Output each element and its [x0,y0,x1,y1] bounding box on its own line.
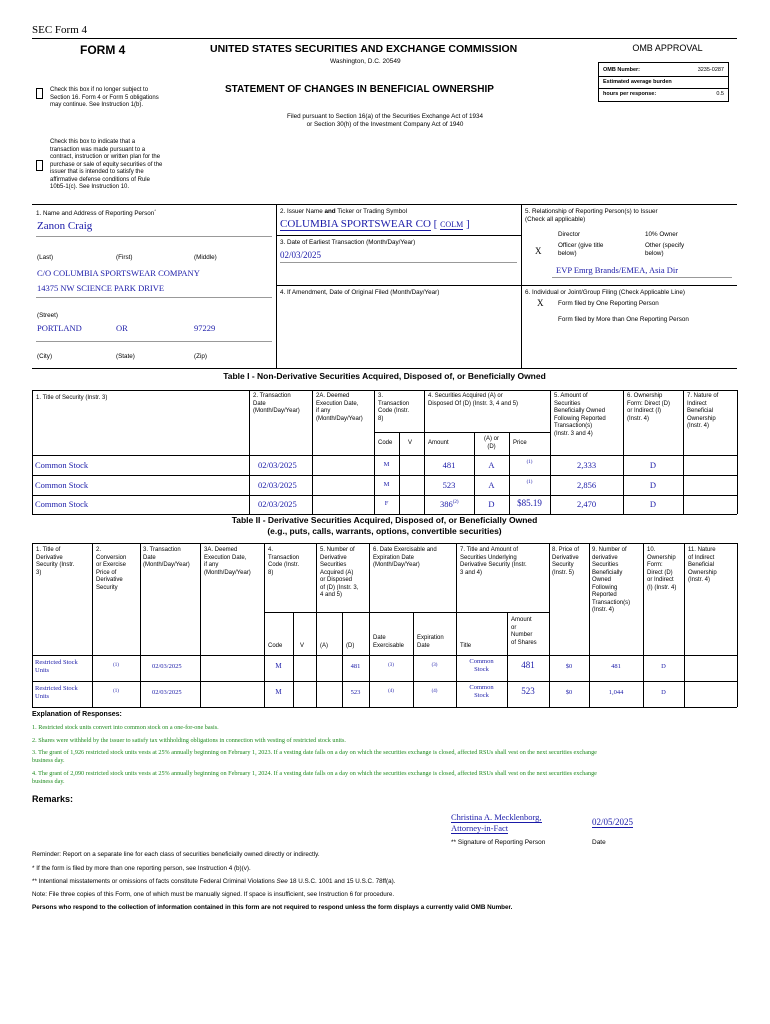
first-label: (First) [116,254,133,261]
filed-by-one-label: Form filed by One Reporting Person [558,300,659,307]
address-line-2: 14375 NW SCIENCE PARK DRIVE [37,283,165,293]
reminder: Reminder: Report on a separate line for each class of securities beneficially owned directly or indirectly. [32,851,320,858]
t2-r1-d: 481 [350,663,361,670]
zip: 97229 [194,323,216,333]
form-title: FORM 4 [80,43,126,57]
file-note: Note: File three copies of this Form, one of which must be manually signed. If space is insufficient, see Instruction 6 for procedure. [32,891,395,898]
t2-h4: 4. Transaction Code (Instr. 8) [268,547,300,576]
t1-h4: 4. Securities Acquired (A) or Disposed Of (D) (Instr. 3, 4 and 5) [428,393,519,407]
rule-10b5-1-checkbox[interactable] [36,160,43,171]
signature-label: ** Signature of Reporting Person [451,839,546,846]
filed-by-more-label: Form filed by More than One Reporting Person [558,316,689,323]
t2-h10: 10. Ownership Form: Direct (D) or Indirect (I) (Instr. 4) [647,547,677,591]
t2-r2-code: M [275,688,282,696]
t2-h3a: 3A. Deemed Execution Date, if any (Month/Day/Year) [204,547,251,576]
footnote-3: 3. The grant of 1,926 restricted stock units vests at 25% annually beginning on February 1, 2023. If a vesting date falls on a day on which the securities exchange is closed, affected RSUs shall vest on the next securities exchange business day. [32,749,597,764]
page-label: SEC Form 4 [32,24,88,36]
t2-sub-title: Title [460,643,472,649]
t2-r1-exp: (3) [431,663,438,668]
date-label: Date [592,839,606,846]
omb-title: OMB APPROVAL [632,43,703,53]
omb-table [598,62,729,102]
more-than-one-note: * If the form is filed by more than one reporting person, see Instruction 4 (b)(v). [32,865,251,872]
t1-sub-price: Price [513,440,527,446]
t1-sub-amount: Amount [428,440,449,446]
t1-r3-title: Common Stock [35,499,89,509]
t2-sub-v: V [300,643,305,649]
t2-r2-form: D [661,689,666,696]
t1-r3-ad: D [488,499,495,509]
box4-label: 4. If Amendment, Date of Original Filed (Month/Day/Year) [280,289,440,296]
signature-name: Christina A. Mecklenborg, Attorney-in-Fact [451,812,542,834]
ten-percent-owner-label: 10% Owner [645,231,678,238]
footnote-2: 2. Shares were withheld by the issuer to satisfy tax withholding obligations in connection with vesting of restricted stock units. [32,737,346,744]
omb-hours-value: 0.5 [716,91,724,97]
t1-h1: 1. Title of Security (Instr. 3) [36,395,108,401]
t2-h11: 11. Nature of Indirect Beneficial Ownership (Instr. 4) [688,547,717,583]
other-label: Other (specify below) [645,242,685,257]
street-label: (Street) [37,312,58,319]
state: OR [116,323,128,333]
t2-r2-price: $0 [565,689,573,696]
t1-r2-form: D [649,480,657,490]
t1-r3-form: D [649,499,657,509]
t1-r1-title: Common Stock [35,460,89,470]
t2-r2-conv: (1) [113,689,119,694]
last-label: (Last) [37,254,54,261]
t1-r1-form: D [649,460,657,470]
middle-label: (Middle) [194,254,217,261]
statement-title: STATEMENT OF CHANGES IN BENEFICIAL OWNERSHIP [225,84,494,95]
omb-burden-label: Estimated average burden [603,79,672,85]
t2-h8: 8. Price of Derivative Security (Instr. 5) [552,547,580,576]
table1-title: Table I - Non-Derivative Securities Acquired, Disposed of, or Beneficially Owned [223,371,546,381]
rule-10b5-1-text: Check this box to indicate that a transaction was made pursuant to a contract, instruction or written plan for the purchase or sale of equity securities of the issuer that is intended to satisfy the affirmative defense conditions of Rule 10b5-1(c). See Instruction 10. [50,139,163,190]
t1-r1-date: 02/03/2025 [258,460,297,470]
remarks-title: Remarks: [32,794,74,804]
t1-r2-owned: 2,856 [576,480,597,490]
omb-hours-label: hours per response: [603,91,657,97]
officer-title: EVP Emrg Brands/EMEA, Asia Dir [556,265,679,275]
city-label: (City) [37,353,53,360]
omb-number-value: 3235-0287 [697,67,724,73]
section-16-checkbox[interactable] [36,88,43,99]
t1-r1-owned: 2,333 [576,460,597,470]
t1-r3-price: $85.19 [517,498,542,508]
t1-h6: 6. Ownership Form: Direct (D) or Indirect (I) (Instr. 4) [627,393,670,422]
commission-title: UNITED STATES SECURITIES AND EXCHANGE COMMISSION [210,43,518,55]
omb-notice: Persons who respond to the collection of information contained in this form are not required to respond unless the form displays a currently valid OMB Number. [32,904,513,911]
footnote-1: 1. Restricted stock units convert into common stock on a one-for-one basis. [32,724,219,731]
filed-by-one-mark[interactable]: X [537,298,544,308]
t1-r1-ad: A [488,460,495,470]
t2-h5: 5. Number of Derivative Securities Acquired (A) or Disposed of (D) (Instr. 3, 4 and 5) [320,547,359,598]
t2-r1-owned: 481 [611,663,621,670]
t1-r2-amount: 523 [442,480,456,490]
signature-date: 02/05/2025 [592,817,634,827]
address-line-1: C/O COLUMBIA SPORTSWEAR COMPANY [37,268,200,278]
section-16-text: Check this box if no longer subject to Section 16. Form 4 or Form 5 obligations may continue. See Instruction 1(b). [50,87,159,108]
t1-r1-code: M [383,461,390,468]
t2-r1-shares: 481 [521,660,535,670]
t2-sub-a: (A) [320,643,328,649]
t1-h2: 2. Transaction Date (Month/Day/Year) [253,393,300,414]
t1-h3: 3. Transaction Code (Instr. 8) [378,393,410,422]
t1-r1-price: (1) [526,460,533,465]
officer-mark[interactable]: X [535,246,542,256]
table2-title: Table II - Derivative Securities Acquired, Disposed of, or Beneficially Owned (e.g., puts, calls, warrants, options, convertible securities) [231,515,538,536]
t2-r1-exer: (3) [388,663,394,668]
zip-label: (Zip) [194,353,207,360]
t2-h6: 6. Date Exercisable and Expiration Date (Month/Day/Year) [373,547,437,568]
t1-h2a: 2A. Deemed Execution Date, if any (Month/Day/Year) [316,393,363,422]
t2-sub-exercisable: Date Exercisable [373,635,405,649]
t1-h7: 7. Nature of Indirect Beneficial Ownership (Instr. 4) [687,393,719,429]
t2-r1-underlying: Common Stock [469,658,494,674]
t1-r1-amount: 481 [442,460,456,470]
state-label: (State) [116,353,135,360]
omb-number-label: OMB Number: [603,67,640,73]
t2-r2-shares: 523 [521,686,535,696]
t1-r2-ad: A [488,480,495,490]
box5-label: 5. Relationship of Reporting Person(s) to Issuer (Check all applicable) [525,208,658,223]
city: PORTLAND [37,323,82,333]
t1-r2-title: Common Stock [35,480,89,490]
footnote-4: 4. The grant of 2,090 restricted stock units vests at 25% annually beginning on February 1, 2024. If a vesting date falls on a day on which the securities exchange is closed, affected RSUs shall vest on the next securities exchange business day. [32,770,597,785]
t2-r1-form: D [661,663,666,670]
explanation-title: Explanation of Responses: [32,711,122,718]
box2-label: 2. Issuer Name and Ticker or Trading Symbol [280,208,408,215]
t2-r2-exp: (4) [431,689,438,694]
t2-r1-conv: (1) [113,663,119,668]
t2-r1-code: M [275,662,282,670]
t2-h2: 2. Conversion or Exercise Price of Derivative Security [96,547,127,591]
t1-sub-v: V [408,440,413,446]
t1-r3-owned: 2,470 [576,499,597,509]
t1-r3-date: 02/03/2025 [258,499,297,509]
t2-h1: 1. Title of Derivative Security (Instr. 3) [36,547,75,576]
box6-label: 6. Individual or Joint/Group Filing (Check Applicable Line) [525,289,685,296]
t2-h3: 3. Transaction Date (Month/Day/Year) [143,547,190,568]
t2-h9: 9. Number of derivative Securities Beneficially Owned Following Reported Transaction(s) (Instr. 4) [592,547,631,613]
t2-sub-d: (D) [346,643,355,649]
location: Washington, D.C. 20549 [330,58,401,65]
t1-r2-price: (1) [526,480,533,485]
box1-label: 1. Name and Address of Reporting Person* [36,208,156,218]
t2-r2-owned: 1,044 [608,689,624,696]
t2-sub-code: Code [268,643,283,649]
t1-sub-code: Code [378,440,393,446]
director-label: Director [558,231,581,238]
officer-label: Officer (give title below) [558,242,604,257]
t2-r2-exer: (4) [388,689,394,694]
t1-r2-code: M [383,481,390,488]
t2-r1-date: 02/03/2025 [152,663,182,670]
box3-label: 3. Date of Earliest Transaction (Month/Day/Year) [280,239,416,246]
reporting-person-name: Zanon Craig [37,220,93,232]
issuer-name: COLUMBIA SPORTSWEAR CO [ COLM ] [280,218,470,230]
earliest-transaction-date: 02/03/2025 [280,250,322,260]
intentional-misstatements: ** Intentional misstatements or omissions of facts constitute Federal Criminal Violations See 18 U.S.C. 1001 and 15 U.S.C. 78ff(a). [32,878,396,885]
t2-r2-d: 523 [350,689,361,696]
t1-r3-amount: 386$^{(2)}$ [440,499,459,509]
t2-r2-date: 02/03/2025 [152,689,182,696]
t1-r3-code: F [384,500,389,507]
t2-sub-amount: Amount or Number of Shares [511,617,537,646]
filed-pursuant: Filed pursuant to Section 16(a) of the Securities Exchange Act of 1934 or Section 30(h) of the Investment Company Act of 1940 [286,113,484,128]
t2-r2-underlying: Common Stock [469,684,494,700]
t2-h7: 7. Title and Amount of Securities Underlying Derivative Security (Instr. 3 and 4) [460,547,527,576]
t1-sub-ad: (A) or (D) [484,436,499,450]
t2-r1-title: Restricted Stock Units [35,659,78,675]
t2-sub-expiration: Expiration Date [417,635,444,649]
t1-h5: 5. Amount of Securities Beneficially Owned Following Reported Transaction(s) (Instr. 3 and 4) [554,393,606,437]
t1-r2-date: 02/03/2025 [258,480,297,490]
t2-r1-price: $0 [565,663,573,670]
t2-r2-title: Restricted Stock Units [35,685,78,701]
